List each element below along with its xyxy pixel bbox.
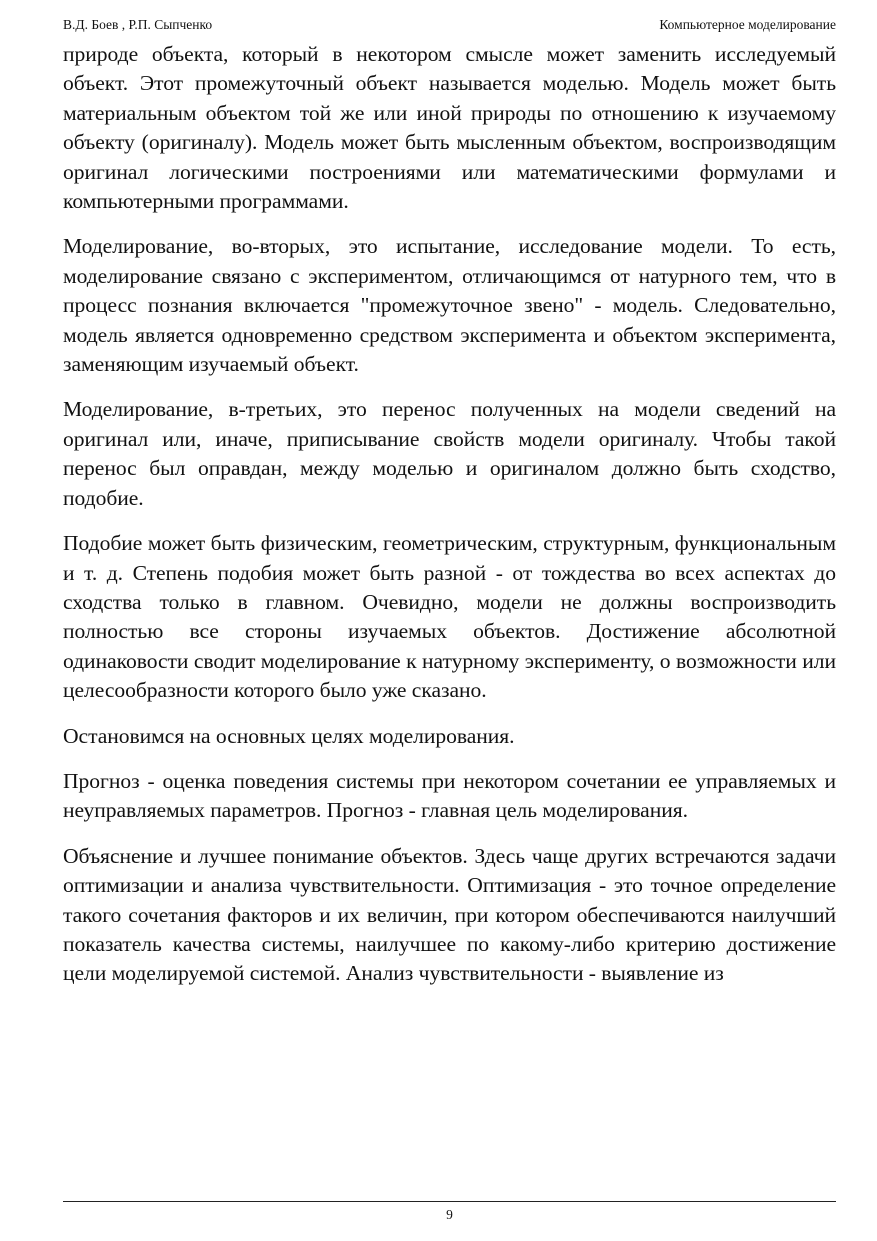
header-authors: В.Д. Боев , Р.П. Сыпченко [63,17,213,32]
paragraph-5: Остановимся на основных целях моделирования. [63,723,515,748]
page-header [63,16,836,36]
paragraph-7: Объяснение и лучшее понимание объектов. Здесь чаще других встречаются задачи оптимизации и анализа чувствительности. Оптимизация - это точное определение такого сочетания факторов и их величин, при котором обеспечиваются наилучший показатель качества системы, наилучшее по какому-либо критерию достижение цели моделируемой системой. Анализ чувствительности - выявление из [63,843,836,986]
header-book-title: Компьютерное моделирование [659,17,836,32]
footer-divider [63,1201,836,1202]
page-body [63,40,836,1005]
paragraph-1: природе объекта, который в некотором смысле может заменить исследуемый объект. Этот промежуточный объект называется моделью. Модель может быть материальным объектом той же или иной природы по отношению к изучаемому объекту (оригиналу). Модель может быть мысленным объектом, воспроизводящим оригинал логическими построениями или математическими формулами и компьютерными программами. [63,42,836,214]
paragraph-4: Подобие может быть физическим, геометрическим, структурным, функциональным и т. д. Степень подобия может быть разной - от тождества во всех аспектах до сходства только в главном. Очевидно, модели не должны воспроизводить полностью все стороны изучаемых объектов. Достижение абсолютной одинаковости сводит моделирование к натурному эксперименту, о возможности или целесообразности которого было уже сказано. [63,531,836,703]
paragraph-3: Моделирование, в-третьих, это перенос полученных на модели сведений на оригинал или, иначе, приписывание свойств модели оригиналу. Чтобы такой перенос был оправдан, между моделью и оригиналом должно быть сходство, подобие. [63,397,836,510]
paragraph-2: Моделирование, во-вторых, это испытание, исследование модели. То есть, моделирование связано с экспериментом, отличающимся от натурного тем, что в процесс познания включается "промежуточное звено" - модель. Следовательно, модель является одновременно средством эксперимента и объектом эксперимента, заменяющим изучаемый объект. [63,234,836,377]
page-number: 9 [446,1207,453,1222]
paragraph-6: Прогноз - оценка поведения системы при некотором сочетании ее управляемых и неуправляемых параметров. Прогноз - главная цель моделирования. [63,768,836,823]
